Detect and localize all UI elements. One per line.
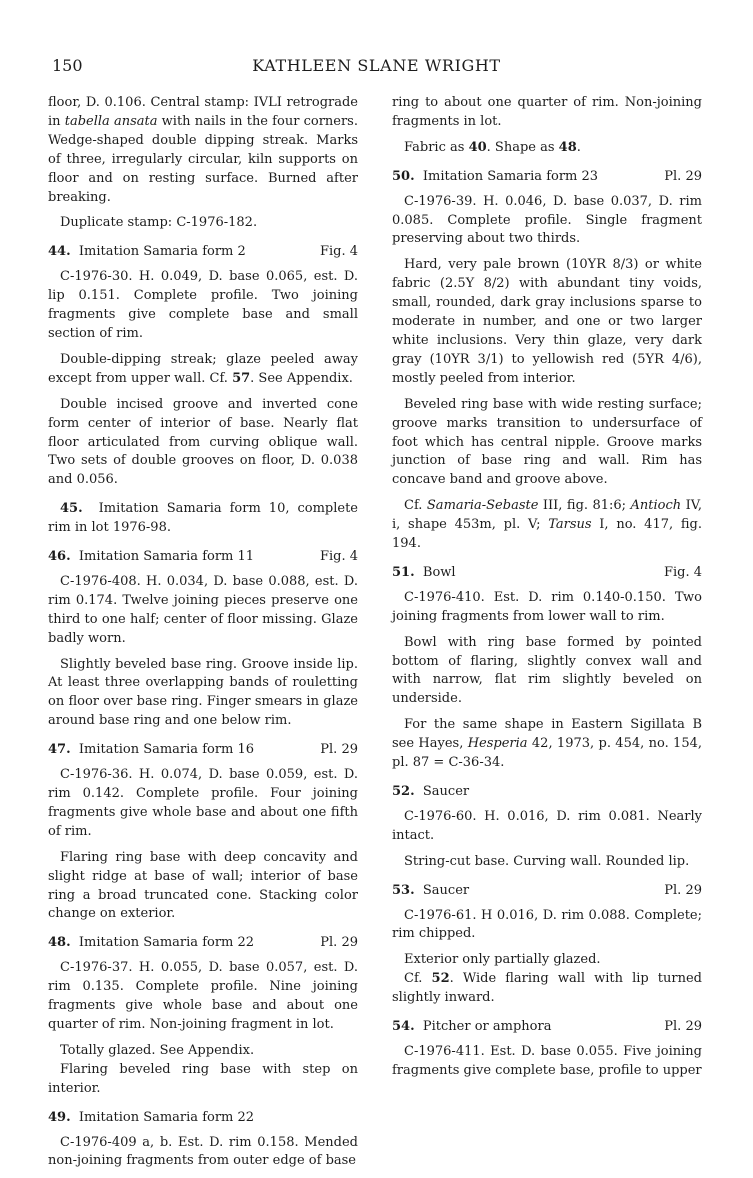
- entry-title: Imitation Samaria form 22: [78, 935, 255, 951]
- entry-48-catalog: C-1976-37. H. 0.055, D. base 0.057, est. D. rim 0.135. Complete profile. Nine joining fragments give whole base and about one quarter of rim. Non-joining fragment in lot.: [48, 960, 358, 1032]
- entry-title: Imitation Samaria form 11: [78, 549, 255, 565]
- entry-title: Bowl: [422, 564, 456, 580]
- figure-ref: Fig. 4: [663, 564, 702, 580]
- entry-46-heading: [48, 548, 358, 567]
- entry-number: 50.: [392, 168, 415, 184]
- entry-47-heading: [48, 741, 358, 760]
- entry-47-description: Flaring ring base with deep concavity and slight ridge at base of wall; interior of base ring a broad truncated cone. Stacking color change on exterior.: [48, 849, 358, 922]
- entry-54-catalog: C-1976-411. Est. D. base 0.055. Five joining fragments give complete base, profile to upper: [392, 1043, 702, 1078]
- entry-number: 49.: [48, 1109, 71, 1125]
- cross-ref: 57: [232, 370, 251, 386]
- plate-ref: Pl. 29: [664, 882, 702, 898]
- entry-number: 51.: [392, 564, 415, 580]
- figure-ref: Fig. 4: [319, 549, 358, 565]
- right-column: [392, 94, 702, 1088]
- figure-ref: Fig. 4: [319, 244, 358, 260]
- entry-48-glaze: Totally glazed. See Appendix.: [60, 1042, 255, 1058]
- plate-ref: Pl. 29: [320, 935, 358, 951]
- entry-number: 44.: [48, 244, 71, 260]
- entry-48-description: Flaring beveled ring base with step on interior.: [48, 1061, 358, 1096]
- entry-53-glaze: Exterior only partially glazed.: [404, 952, 601, 968]
- entry-title: Imitation Samaria form 2: [78, 244, 246, 260]
- plate-ref: Pl. 29: [664, 1019, 702, 1035]
- entry-title: Saucer: [422, 784, 470, 799]
- entry-50-description: Beveled ring base with wide resting surface; groove marks transition to undersurface of foot which has central nipple. Groove marks junction of base ring and wall. Rim has concave band and groove above.: [392, 396, 702, 488]
- page-header: [0, 56, 753, 86]
- entry-46-catalog: C-1976-408. H. 0.034, D. base 0.088, est. D. rim 0.174. Twelve joining pieces preserve one third to one half; center of floor missing. Glaze badly worn.: [48, 573, 358, 646]
- cross-ref: 52: [431, 971, 450, 987]
- intro-paragraph: floor, D. 0.106. Central stamp: IVLI retrograde in tabella ansata with nails in the four corners. Wedge-shaped double dipping streak. Marks of three, irregularly circular, kiln supports on floor and on resting surface. Burned after breaking.: [48, 95, 358, 205]
- entry-45: 45. Imitation Samaria form 10, complete rim in lot 1976-98.: [48, 501, 358, 536]
- entry-50-fabric: Hard, very pale brown (10YR 8/3) or white fabric (2.5Y 8/2) with abundant tiny voids, small, rounded, dark gray inclusions sparse to moderate in number, and one or two larger white inclusions. Very thin glaze, very dark gray (10YR 3/1) to yellowish red (5YR 4/6), mostly peeled from interior.: [392, 257, 702, 386]
- entry-52-heading: [392, 783, 702, 802]
- entry-49-fabric: Fabric as 40. Shape as 48.: [404, 139, 581, 155]
- entry-44-glaze: Double-dipping streak; glaze peeled away except from upper wall. Cf. 57. See Appendix.: [48, 351, 358, 386]
- entry-49-heading: [48, 1109, 358, 1128]
- entry-54-heading: [392, 1018, 702, 1037]
- entry-number: 48.: [48, 935, 71, 951]
- entry-53-description: Cf. 52. Wide flaring wall with lip turned slightly inward.: [392, 971, 703, 1006]
- entry-50-comparanda: Cf. Samaria-Sebaste III, fig. 81:6; Antioch IV, i, shape 453m, pl. V; Tarsus I, no. 417, fig. 194.: [392, 498, 703, 552]
- entry-51-heading: [392, 564, 702, 583]
- intro-paragraph-2: Duplicate stamp: C-1976-182.: [60, 215, 258, 231]
- entry-number: 53.: [392, 882, 415, 898]
- entry-48-heading: [48, 934, 358, 953]
- entry-44-heading: [48, 243, 358, 262]
- cross-ref: 40: [468, 139, 487, 155]
- entry-52-description: String-cut base. Curving wall. Rounded lip.: [404, 853, 690, 869]
- entry-46-description: Slightly beveled base ring. Groove inside lip. At least three overlapping bands of rouletting on floor over base ring. Finger smears in glaze around base ring and one below rim.: [48, 656, 358, 729]
- entry-53-catalog: C-1976-61. H 0.016, D. rim 0.088. Complete; rim chipped.: [392, 907, 702, 942]
- entry-47-catalog: C-1976-36. H. 0.074, D. base 0.059, est. D. rim 0.142. Complete profile. Four joining fragments give whole base and about one fifth of rim.: [48, 767, 358, 839]
- left-column: [48, 94, 358, 1178]
- cross-ref: 48: [558, 139, 577, 155]
- entry-number: 54.: [392, 1019, 415, 1035]
- entry-53-heading: [392, 882, 702, 901]
- entry-51-description: Bowl with ring base formed by pointed bottom of flaring, slightly convex wall and with narrow, flat rim slightly beveled on underside.: [392, 634, 702, 707]
- entry-52-catalog: C-1976-60. H. 0.016, D. rim 0.081. Nearly intact.: [392, 808, 702, 843]
- plate-ref: Pl. 29: [320, 742, 358, 758]
- entry-50-heading: [392, 168, 702, 187]
- entry-number: 52.: [392, 784, 415, 799]
- entry-title: Pitcher or amphora: [422, 1019, 552, 1035]
- entry-title: Saucer: [422, 882, 470, 898]
- entry-title: Imitation Samaria form 23: [422, 168, 599, 184]
- running-head: KATHLEEN SLANE WRIGHT: [252, 56, 501, 75]
- plate-ref: Pl. 29: [664, 168, 702, 184]
- entry-title: Imitation Samaria form 22: [78, 1109, 255, 1125]
- page-number: 150: [52, 56, 83, 75]
- entry-44-description: Double incised groove and inverted cone form center of interior of base. Nearly flat floor articulated from curving oblique wall. Two sets of double grooves on floor, D. 0.038 and 0.056.: [48, 396, 358, 488]
- entry-50-catalog: C-1976-39. H. 0.046, D. base 0.037, D. rim 0.085. Complete profile. Single fragment preserving about two thirds.: [392, 193, 702, 247]
- entry-49-continued: ring to about one quarter of rim. Non-joining fragments in lot.: [392, 95, 702, 129]
- entry-49-catalog: C-1976-409 a, b. Est. D. rim 0.158. Mended non-joining fragments from outer edge of base: [48, 1134, 358, 1169]
- entry-number: 47.: [48, 742, 71, 758]
- entry-number: 46.: [48, 549, 71, 565]
- entry-51-catalog: C-1976-410. Est. D. rim 0.140-0.150. Two joining fragments from lower wall to rim.: [392, 589, 702, 624]
- entry-title: Imitation Samaria form 16: [78, 742, 255, 758]
- entry-51-comparanda: For the same shape in Eastern Sigillata B see Hayes, Hesperia 42, 1973, p. 454, no. 154, pl. 87 = C-36-34.: [392, 717, 702, 771]
- entry-44-catalog: C-1976-30. H. 0.049, D. base 0.065, est. D. lip 0.151. Complete profile. Two joining fragments give complete base and small section of rim.: [48, 269, 358, 341]
